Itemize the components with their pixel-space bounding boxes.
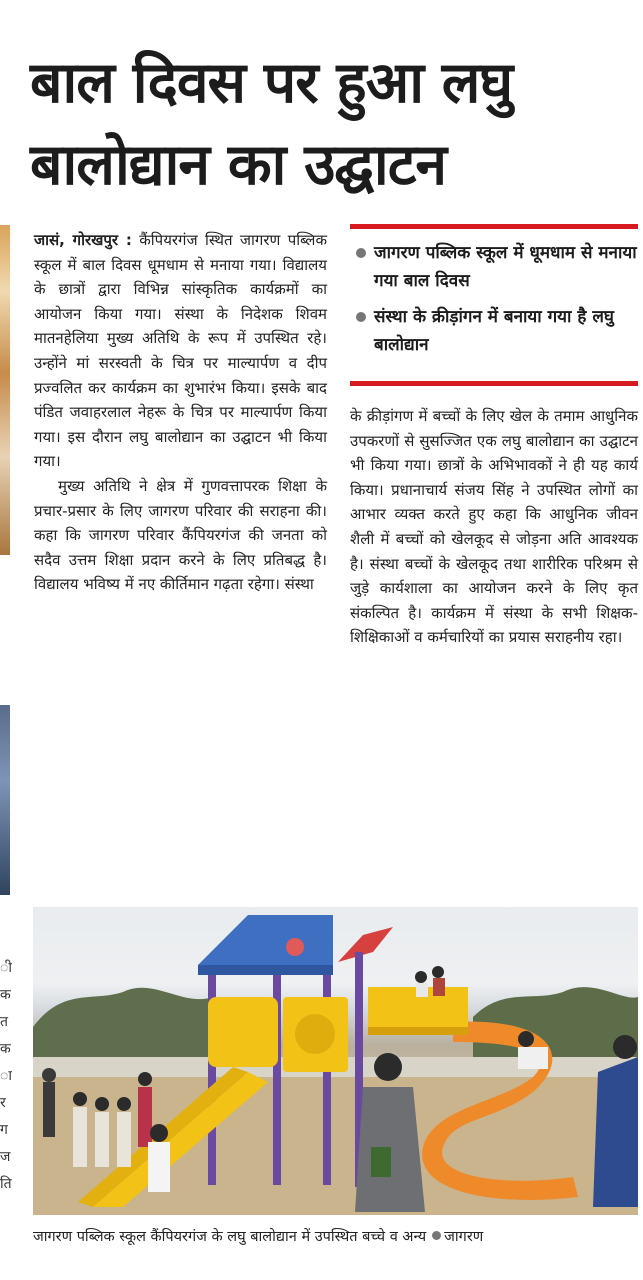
article-paragraph-2: मुख्य अतिथि ने क्षेत्र में गुणवत्तापरक शिक्षा के प्रचार-प्रसार के लिए जागरण परिवार की सराहना की। कहा कि जागरण परिवार कैंपियरगंज की जनता को सदैव उत्तम शिक्षा प्रदान करने के लिए प्रतिबद्ध है। विद्यालय भविष्य में नए कीर्तिमान गढ़ता रहेगा। संस्था	[34, 476, 327, 594]
highlights-box	[350, 224, 638, 386]
headline-line-1: बाल दिवस पर हुआ लघु	[30, 50, 513, 116]
bullet-icon	[356, 248, 366, 258]
highlight-item	[354, 239, 638, 295]
paragraph-1-text: कैंपियरगंज स्थित जागरण पब्लिक स्कूल में बाल दिवस धूमधाम से मनाया गया। विद्यालय के छात्रों द्वारा विभिन्न सांस्कृतिक कार्यक्रमों का आयोजन किया गया। संस्था के निदेशक शिवम मातनहेलिया मुख्य अतिथि के रूप में उपस्थित रहे। उन्होंने मां सरस्वती के चित्र पर माल्यार्पण व दीप प्रज्वलित कर कार्यक्रम का शुभारंभ किया। इसके बाद पंडित जवाहरलाल नेहरू के चित्र पर माल्यार्पण किया गया। इस दौरान लघु बालोद्यान का उद्घाटन भी किया गया।	[34, 231, 327, 471]
fragment: ी	[0, 960, 12, 976]
caption-text: जागरण पब्लिक स्कूल कैंपियरगंज के लघु बालोद्यान में उपस्थित बच्चे व अन्य	[33, 1229, 427, 1245]
fragment: क	[0, 1041, 11, 1057]
article-column-left	[34, 228, 327, 597]
headline-line-2: बालोद्यान का उद्घाटन	[30, 132, 447, 198]
article-paragraph-1	[34, 228, 327, 474]
bullet-icon	[432, 1231, 441, 1240]
fragment: ग	[0, 1122, 8, 1138]
bullet-icon	[356, 312, 366, 322]
article-column-right	[350, 404, 638, 650]
adjacent-photo-bottom	[0, 705, 10, 895]
adjacent-article-fragments	[0, 955, 12, 1225]
headline	[30, 42, 635, 206]
fragment: र	[0, 1095, 6, 1111]
article-paragraph-3: के क्रीड़ांगण में बच्चों के लिए खेल के तमाम आधुनिक उपकरणों से सुसज्जित एक लघु बालोद्यान का उद्घाटन भी किया गया। छात्रों के अभिभावकों ने ही यह कार्य किया। प्रधानाचार्य संजय सिंह ने उपस्थित लोगों का आभार व्यक्त करते हुए कहा कि आधुनिक जीवन शैली में बच्चों को खेलकूद से जोड़ना अति आवश्यक है। संस्था बच्चों के खेलकूद तथा शारीरिक परिश्रम से जुड़े कार्यशाला का आयोजन करने के लिए कृत संकल्पित है। कार्यक्रम में संस्था के सभी शिक्षक-शिक्षिकाओं व कर्मचारियों का प्रयास सराहनीय रहा।	[350, 407, 638, 647]
fragment: ा	[0, 1068, 12, 1084]
adjacent-photo-edge	[0, 225, 10, 895]
dateline: जासं, गोरखपुर :	[34, 231, 132, 249]
playground-illustration	[33, 907, 638, 1215]
fragment: ति	[0, 1176, 12, 1192]
photo-caption	[33, 1224, 638, 1250]
adjacent-photo-top	[0, 225, 10, 555]
playground-photo	[33, 907, 638, 1215]
highlight-item	[354, 303, 638, 359]
fragment: ज	[0, 1149, 11, 1165]
highlight-text: जागरण पब्लिक स्कूल में धूमधाम से मनाया गया बाल दिवस	[374, 243, 637, 291]
fragment: क	[0, 987, 11, 1003]
photo-credit: जागरण	[444, 1229, 484, 1245]
highlight-text: संस्था के क्रीड़ांगन में बनाया गया है लघु बालोद्यान	[374, 307, 614, 355]
fragment: त	[0, 1014, 8, 1030]
